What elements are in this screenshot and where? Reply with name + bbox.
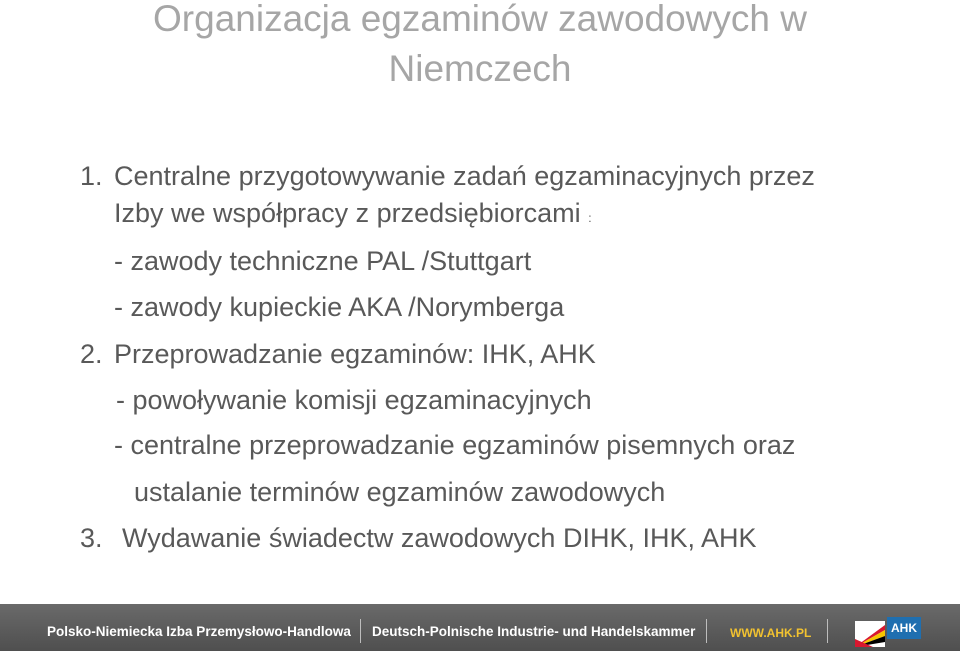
flag-icon [855, 621, 885, 647]
item-2-sub-2: - centralne przeprowadzanie egzaminów pisemnych oraz [114, 430, 796, 460]
item-1-colon: : [588, 211, 592, 225]
footer-divider [360, 619, 361, 643]
item-2-number: 2. [80, 339, 103, 369]
item-2-sub-1: - powoływanie komisji egzaminacyjnych [116, 385, 592, 415]
item-2-text: Przeprowadzanie egzaminów: IHK, AHK [114, 339, 596, 369]
footer-url-link[interactable]: WWW.AHK.PL [730, 626, 812, 640]
item-1-number: 1. [80, 161, 103, 191]
item-1-text-line-1: Centralne przygotowywanie zadań egzaminacyjnych przez [114, 161, 815, 191]
ahk-logo [855, 617, 921, 647]
item-2-sub-3: ustalanie terminów egzaminów zawodowych [134, 477, 666, 507]
footer-org-pl: Polsko-Niemiecka Izba Przemysłowo-Handlowa [47, 624, 351, 639]
footer-divider [706, 619, 707, 643]
ahk-logo-text: AHK [887, 617, 921, 639]
footer-divider [827, 619, 828, 643]
item-1-text-line-2 [114, 197, 592, 234]
title-line-1: Organizacja egzaminów zawodowych w [153, 0, 807, 39]
footer-bar [0, 604, 960, 651]
item-3-number: 3. [80, 523, 103, 553]
title-line-2: Niemczech [388, 48, 572, 89]
footer-org-de: Deutsch-Polnische Industrie- und Handelskammer [372, 624, 696, 639]
item-1-sub-1: - zawody techniczne PAL /Stuttgart [114, 246, 532, 276]
item-1-sub-2: - zawody kupieckie AKA /Norymberga [114, 292, 565, 322]
item-1-text-line-2-main: Izby we współpracy z przedsiębiorcami [114, 198, 581, 228]
item-3-text: Wydawanie świadectw zawodowych DIHK, IHK, AHK [122, 523, 757, 553]
